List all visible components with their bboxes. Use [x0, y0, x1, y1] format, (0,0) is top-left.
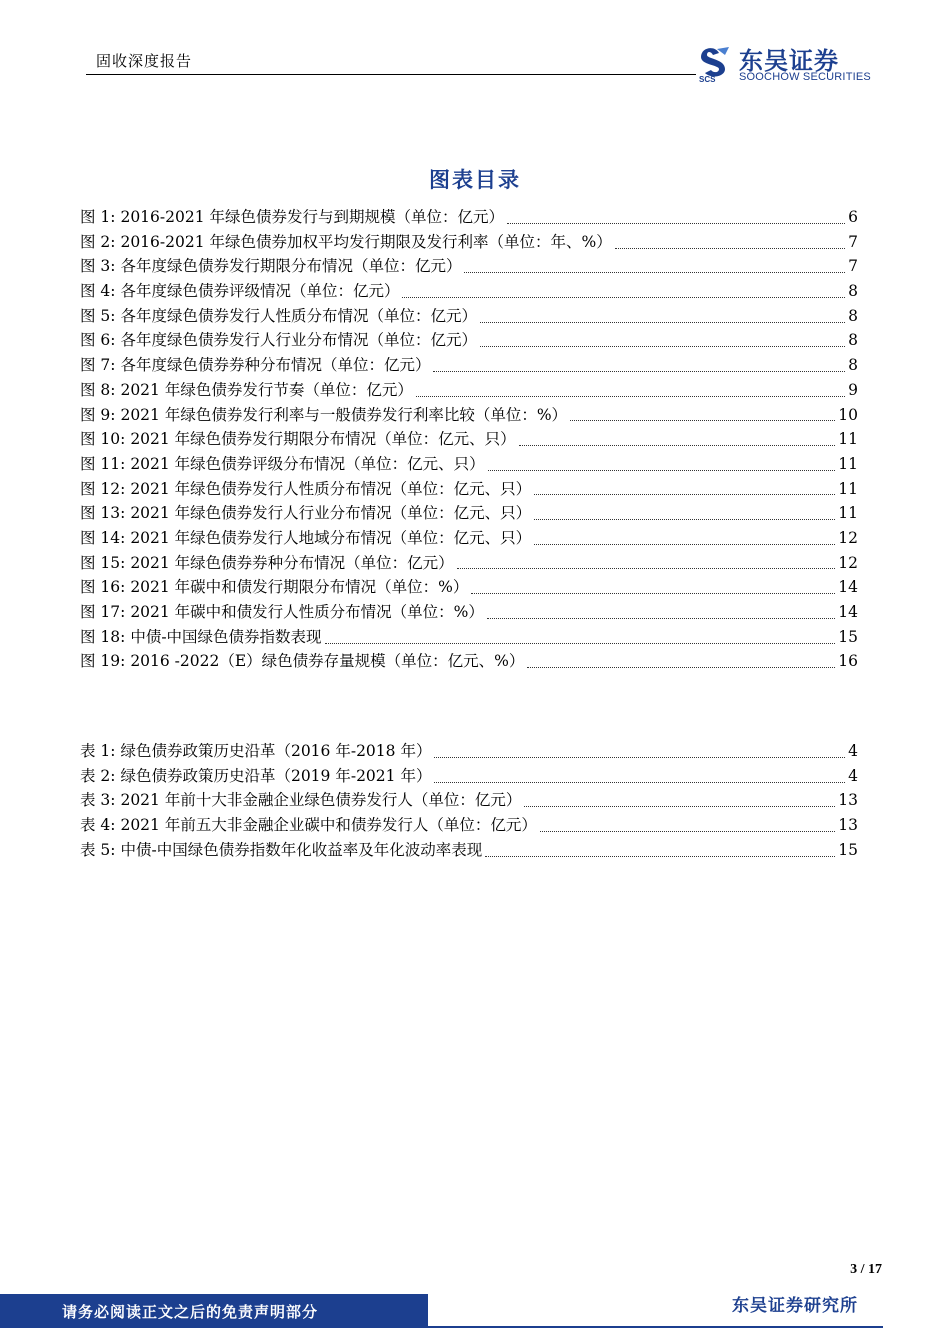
toc-table-entry[interactable] — [80, 838, 858, 863]
toc-table-entry-number: 表 3: — [80, 791, 116, 810]
toc-figure-entry-number: 图 11: — [80, 454, 126, 473]
page-number: 3 / 17 — [850, 1262, 882, 1277]
leader-dots — [485, 856, 835, 857]
toc-figure-entry[interactable] — [80, 526, 858, 551]
toc-figure-entry-number: 图 13: — [80, 504, 126, 523]
company-logo — [697, 43, 887, 85]
leader-dots — [434, 782, 845, 783]
toc-figure-entry-label — [80, 551, 454, 576]
toc-figure-entry-number: 图 9: — [80, 405, 116, 424]
toc-figure-entry-title: 各年度绿色债券券种分布情况（单位：亿元） — [120, 356, 431, 375]
logo-mark-text: SCS — [699, 75, 716, 83]
toc-table-entry-number: 表 2: — [80, 766, 116, 785]
toc-table-entry-page-number: 13 — [838, 816, 858, 835]
toc-figure-entry-title: 2021 年碳中和债发行人性质分布情况（单位：%） — [130, 603, 484, 621]
leader-dots — [534, 544, 835, 545]
leader-dots — [534, 494, 835, 495]
leader-dots — [402, 297, 845, 298]
disclaimer-notice: 请务必阅读正文之后的免责声明部分 — [62, 1303, 319, 1321]
toc-figure-entry-page-number: 8 — [848, 306, 858, 325]
leader-dots — [570, 420, 835, 421]
toc-figure-entry-number: 图 5: — [80, 306, 116, 325]
toc-figure-entry-label — [80, 304, 477, 329]
leader-dots — [507, 223, 845, 224]
toc-figure-entry-number: 图 3: — [80, 257, 116, 276]
toc-figure-entry[interactable] — [80, 600, 858, 625]
toc-figure-entry-label — [80, 353, 430, 378]
toc-figure-entry-number: 图 2: — [80, 232, 116, 251]
toc-figure-entry[interactable] — [80, 304, 858, 329]
toc-table-entry[interactable] — [80, 764, 858, 789]
toc-figure-entry-number: 图 1: — [80, 208, 116, 226]
toc-table-entry-number: 表 4: — [80, 816, 116, 835]
toc-figure-entry[interactable] — [80, 477, 858, 502]
leader-dots — [416, 396, 845, 397]
toc-figure-entry-page-number: 9 — [848, 380, 858, 399]
logo-english-name: SOOCHOW SECURITIES — [739, 71, 871, 83]
toc-figure-entry-number: 图 14: — [80, 528, 126, 547]
toc-figure-entry-page-number: 8 — [848, 282, 858, 301]
toc-table-entry-page-number: 4 — [848, 742, 858, 760]
toc-figure-entry-number: 图 6: — [80, 331, 116, 350]
toc-table-entry-page-number: 4 — [848, 766, 858, 785]
toc-table-entry-label — [80, 739, 431, 764]
toc-figure-entry-title: 各年度绿色债券发行人性质分布情况（单位：亿元） — [120, 306, 477, 325]
toc-figure-entry-page-number: 7 — [848, 232, 858, 251]
toc-figure-entry[interactable] — [80, 649, 858, 674]
toc-figure-entry-number: 图 17: — [80, 603, 126, 621]
toc-figure-entry-title: 各年度绿色债券发行人行业分布情况（单位：亿元） — [120, 331, 477, 350]
leader-dots — [464, 272, 845, 273]
toc-figure-entry-number: 图 12: — [80, 479, 126, 498]
toc-figure-entry-title: 2021 年绿色债券评级分布情况（单位：亿元、只） — [130, 454, 485, 473]
toc-figure-entry-title: 2021 年绿色债券发行人性质分布情况（单位：亿元、只） — [130, 479, 532, 498]
leader-dots — [519, 445, 836, 446]
toc-figure-entry-number: 图 8: — [80, 380, 116, 399]
leader-dots — [524, 806, 835, 807]
toc-figure-entry-title: 2021 年绿色债券发行人行业分布情况（单位：亿元、只） — [130, 504, 532, 523]
toc-figure-entry-title: 中债-中国绿色债券指数表现 — [130, 627, 322, 646]
leader-dots — [325, 643, 836, 644]
toc-figure-entry-page-number: 12 — [838, 553, 858, 572]
leader-dots — [480, 346, 845, 347]
leader-dots — [615, 248, 845, 249]
toc-table-entry-label — [80, 838, 482, 863]
toc-figure-entry[interactable] — [80, 205, 858, 230]
research-institute-name: 东吴证券研究所 — [732, 1296, 858, 1316]
toc-figure-entry-page-number: 11 — [838, 479, 858, 498]
toc-figure-entry-title: 2016-2021 年绿色债券加权平均发行期限及发行利率（单位：年、%） — [120, 232, 612, 251]
toc-title: 图表目录 — [429, 167, 521, 192]
toc-figure-entry-number: 图 15: — [80, 553, 126, 572]
toc-figure-entry-label — [80, 205, 504, 230]
toc-figure-entry-page-number: 8 — [848, 331, 858, 350]
toc-figure-entry-page-number: 6 — [848, 208, 858, 226]
toc-figure-entry-number: 图 19: — [80, 652, 126, 671]
leader-dots — [480, 322, 845, 323]
toc-table-entry-page-number: 13 — [838, 791, 858, 810]
toc-figure-entry-title: 2021 年绿色债券发行期限分布情况（单位：亿元、只） — [130, 430, 516, 449]
leader-dots — [540, 831, 835, 832]
toc-figure-entry-label — [80, 625, 322, 650]
toc-figure-entry-label — [80, 328, 477, 353]
toc-figure-entry-label — [80, 279, 399, 304]
toc-figure-entry-title: 各年度绿色债券发行期限分布情况（单位：亿元） — [120, 257, 462, 276]
toc-table-entry-title: 2021 年前十大非金融企业绿色债券发行人（单位：亿元） — [120, 791, 522, 810]
toc-figure-entry[interactable] — [80, 230, 858, 255]
toc-figure-entry-number: 图 7: — [80, 356, 116, 375]
toc-figure-entry[interactable] — [80, 403, 858, 428]
logo-chinese-name: 东吴证券 — [739, 47, 839, 75]
toc-table-entry-title: 绿色债券政策历史沿革（2019 年-2021 年） — [120, 766, 432, 785]
toc-figure-entry-page-number: 11 — [838, 504, 858, 523]
toc-figure-entry-page-number: 14 — [838, 578, 858, 597]
toc-figure-entry-page-number: 12 — [838, 528, 858, 547]
toc-figure-entry-label — [80, 403, 567, 428]
leader-dots — [471, 593, 835, 594]
toc-figure-entry-label — [80, 378, 413, 403]
toc-figure-entry[interactable] — [80, 279, 858, 304]
toc-figure-entry-number: 图 4: — [80, 282, 116, 301]
toc-table-entry-title: 中债-中国绿色债券指数年化收益率及年化波动率表现 — [120, 840, 483, 859]
toc-table-entry-label — [80, 764, 431, 789]
toc-figure-entry-label — [80, 501, 531, 526]
toc-figure-entry[interactable] — [80, 427, 858, 452]
toc-table-entry-number: 表 1: — [80, 742, 116, 760]
toc-figure-entry[interactable] — [80, 378, 858, 403]
leader-dots — [457, 568, 836, 569]
toc-figure-entry-label — [80, 477, 531, 502]
toc-figure-entry-label — [80, 254, 461, 279]
toc-figure-entry-title: 2016-2021 年绿色债券发行与到期规模（单位：亿元） — [120, 208, 505, 226]
toc-table-entry-page-number: 15 — [838, 840, 858, 859]
leader-dots — [487, 618, 835, 619]
leader-dots — [527, 667, 835, 668]
toc-figure-entry-title: 2021 年碳中和债发行期限分布情况（单位：%） — [130, 578, 469, 597]
toc-table-entry[interactable] — [80, 813, 858, 838]
toc-figure-entry-page-number: 16 — [838, 652, 858, 671]
toc-figure-entry-page-number: 7 — [848, 257, 858, 276]
toc-figure-entry[interactable] — [80, 452, 858, 477]
toc-figure-entry[interactable] — [80, 353, 858, 378]
toc-figure-entry-number: 图 10: — [80, 430, 126, 449]
toc-figure-entry-title: 2021 年绿色债券发行人地域分布情况（单位：亿元、只） — [130, 528, 532, 547]
header-divider — [86, 74, 696, 75]
toc-figure-entry-label — [80, 427, 516, 452]
toc-figure-entry[interactable] — [80, 575, 858, 600]
toc-table-entry-title: 绿色债券政策历史沿革（2016 年-2018 年） — [120, 742, 432, 760]
toc-figure-entry-label — [80, 600, 484, 625]
toc-figure-entry-label — [80, 575, 468, 600]
table-toc-list — [80, 739, 858, 862]
toc-figure-entry-label — [80, 452, 485, 477]
toc-figure-entry-page-number: 10 — [838, 405, 858, 424]
toc-figure-entry-label — [80, 526, 531, 551]
scs-logo-icon — [697, 43, 733, 83]
toc-figure-entry-title: 2021 年绿色债券券种分布情况（单位：亿元） — [130, 553, 454, 572]
toc-figure-entry-page-number: 15 — [838, 627, 858, 646]
toc-figure-entry[interactable] — [80, 625, 858, 650]
toc-table-entry[interactable] — [80, 739, 858, 764]
leader-dots — [534, 519, 835, 520]
toc-figure-entry-number: 图 18: — [80, 627, 126, 646]
toc-figure-entry-page-number: 8 — [848, 356, 858, 375]
toc-table-entry-label — [80, 813, 537, 838]
leader-dots — [488, 470, 836, 471]
toc-figure-entry[interactable] — [80, 254, 858, 279]
toc-figure-entry-title: 2016 -2022（E）绿色债券存量规模（单位：亿元、%） — [130, 652, 525, 671]
toc-figure-entry-title: 2021 年绿色债券发行节奏（单位：亿元） — [120, 380, 413, 399]
leader-dots — [433, 371, 845, 372]
toc-table-entry-number: 表 5: — [80, 840, 116, 859]
toc-figure-entry-page-number: 14 — [838, 603, 858, 621]
toc-figure-entry[interactable] — [80, 501, 858, 526]
toc-figure-entry-page-number: 11 — [838, 454, 858, 473]
toc-table-entry[interactable] — [80, 788, 858, 813]
toc-figure-entry-title: 各年度绿色债券评级情况（单位：亿元） — [120, 282, 400, 301]
toc-table-entry-label — [80, 788, 521, 813]
toc-figure-entry-page-number: 11 — [838, 430, 858, 449]
toc-figure-entry[interactable] — [80, 551, 858, 576]
footer-divider — [428, 1326, 883, 1328]
toc-table-entry-title: 2021 年前五大非金融企业碳中和债券发行人（单位：亿元） — [120, 816, 537, 835]
leader-dots — [434, 757, 845, 758]
figure-toc-list — [80, 205, 858, 674]
toc-figure-entry-title: 2021 年绿色债券发行利率与一般债券发行利率比较（单位：%） — [120, 405, 568, 424]
toc-figure-entry[interactable] — [80, 328, 858, 353]
report-type-label: 固收深度报告 — [96, 52, 193, 70]
toc-figure-entry-label — [80, 230, 612, 255]
toc-figure-entry-number: 图 16: — [80, 578, 126, 597]
toc-figure-entry-label — [80, 649, 524, 674]
